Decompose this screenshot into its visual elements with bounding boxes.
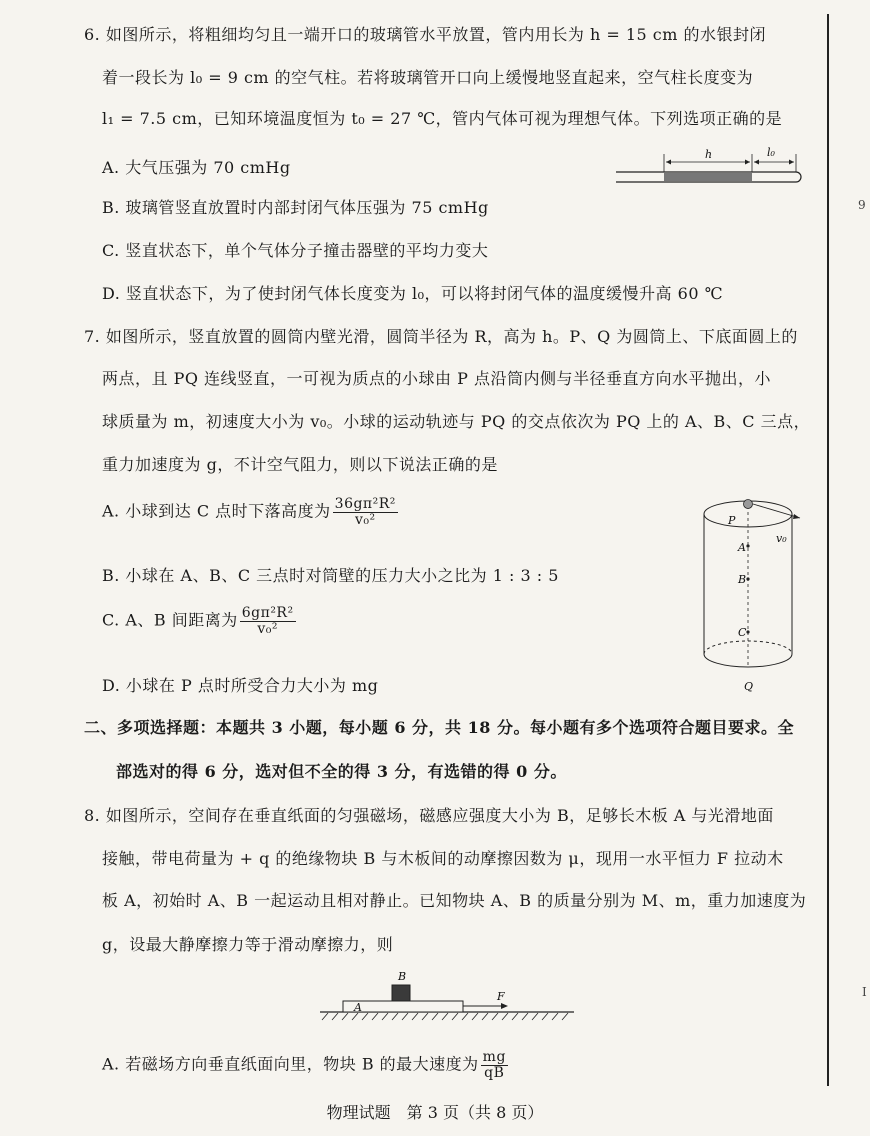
label-l0: l₀ [767, 146, 775, 159]
block-b [392, 985, 410, 1001]
page-footer: 物理试题 第 3 页（共 8 页） [326, 1103, 544, 1122]
right-margin-rule [827, 14, 829, 1086]
label-p: P [728, 514, 736, 527]
q8-option-a-text: A. 若磁场方向垂直纸面向里，物块 B 的最大速度为 [102, 1054, 479, 1074]
q8-stem-line1: 8. 如图所示，空间存在垂直纸面的匀强磁场，磁感应强度大小为 B，足够长木板 A 与光滑地面 [84, 806, 774, 825]
glass-tube-figure [612, 142, 808, 192]
q8-stem-line3: 板 A，初始时 A、B 一起运动且相对静止。已知物块 A、B 的质量分别为 M、m，重力加速度为 [102, 891, 807, 910]
q7-stem-line2: 两点，且 PQ 连线竖直，一可视为质点的小球由 P 点沿筒内侧与半径垂直方向水平抛出，小 [102, 369, 771, 388]
q7-stem-line1: 7. 如图所示，竖直放置的圆筒内壁光滑，圆筒半径为 R，高为 h。P、Q 为圆筒上、下底面圆上的 [84, 327, 798, 346]
fraction-denominator: v₀² [354, 511, 376, 528]
q7-stem-line4: 重力加速度为 g，不计空气阻力，则以下说法正确的是 [102, 455, 498, 474]
label-a: A [738, 541, 746, 554]
label-force-f: F [497, 990, 505, 1003]
cylinder-figure [696, 484, 816, 698]
q8-stem-line4: g，设最大静摩擦力等于滑动摩擦力，则 [102, 935, 394, 954]
q7-stem-line3: 球质量为 m，初速度大小为 v₀。小球的运动轨迹与 PQ 的交点依次为 PQ 上的 A、B、C 三点， [102, 412, 811, 431]
q7-option-d: D. 小球在 P 点时所受合力大小为 mg [102, 676, 379, 695]
board-block-figure [316, 968, 578, 1026]
q6-option-c: C. 竖直状态下，单个气体分子撞击器壁的平均力变大 [102, 241, 489, 260]
q6-option-d: D. 竖直状态下，为了使封闭气体长度变为 l₀，可以将封闭气体的温度缓慢升高 60 ℃ [102, 284, 723, 303]
q6-option-a: A. 大气压强为 70 cmHg [102, 158, 291, 177]
label-b: B [738, 573, 747, 586]
section-2-line1: 二、多项选择题：本题共 3 小题，每小题 6 分，共 18 分。每小题有多个选项符合题目要求。全 [84, 718, 794, 737]
fraction-denominator: qB [484, 1064, 505, 1081]
mercury-column [664, 173, 752, 181]
fraction-numerator: mg [482, 1049, 506, 1065]
q7-option-b: B. 小球在 A、B、C 三点时对筒壁的压力大小之比为 1 : 3 : 5 [102, 566, 559, 585]
q6-stem-line2: 着一段长为 l₀ = 9 cm 的空气柱。若将玻璃管开口向上缓慢地竖直起来，空气柱长度变为 [102, 68, 754, 87]
label-c: C [738, 626, 747, 639]
label-board-a: A [354, 1001, 362, 1014]
q8-option-a-fraction [481, 1050, 508, 1080]
q7-option-c-fraction [240, 606, 296, 636]
label-v0: v₀ [776, 532, 787, 545]
q8-stem-line2: 接触，带电荷量为 + q 的绝缘物块 B 与木板间的动摩擦因数为 μ，现用一水平恒力 F 拉动木 [102, 849, 784, 868]
section-2-line2: 部选对的得 6 分，选对但不全的得 3 分，有选错的得 0 分。 [116, 762, 567, 781]
side-mark: 9 [858, 198, 866, 212]
label-q: Q [744, 680, 754, 693]
label-block-b: B [398, 970, 407, 983]
ground-hatching [322, 1013, 568, 1020]
side-mark: I [862, 985, 867, 999]
q6-stem-line1: 6. 如图所示，将粗细均匀且一端开口的玻璃管水平放置，管内用长为 h = 15 cm 的水银封闭 [84, 25, 766, 44]
q7-option-a-fraction [333, 497, 398, 527]
q7-option-c [102, 606, 296, 636]
fraction-denominator: v₀² [257, 620, 278, 637]
label-h: h [705, 148, 713, 161]
q7-option-a-text: A. 小球到达 C 点时下落高度为 [102, 501, 331, 521]
ball [744, 500, 753, 509]
q8-option-a [102, 1050, 508, 1080]
q7-option-a [102, 497, 398, 527]
q7-option-c-text: C. A、B 间距离为 [102, 610, 238, 630]
fraction-numerator: 36gπ²R² [334, 496, 396, 512]
fraction-numerator: 6gπ²R² [241, 605, 294, 621]
q6-option-b: B. 玻璃管竖直放置时内部封闭气体压强为 75 cmHg [102, 198, 489, 217]
q6-stem-line3: l₁ = 7.5 cm，已知环境温度恒为 t₀ = 27 ℃，管内气体可视为理想气体。下列选项正确的是 [102, 109, 783, 128]
